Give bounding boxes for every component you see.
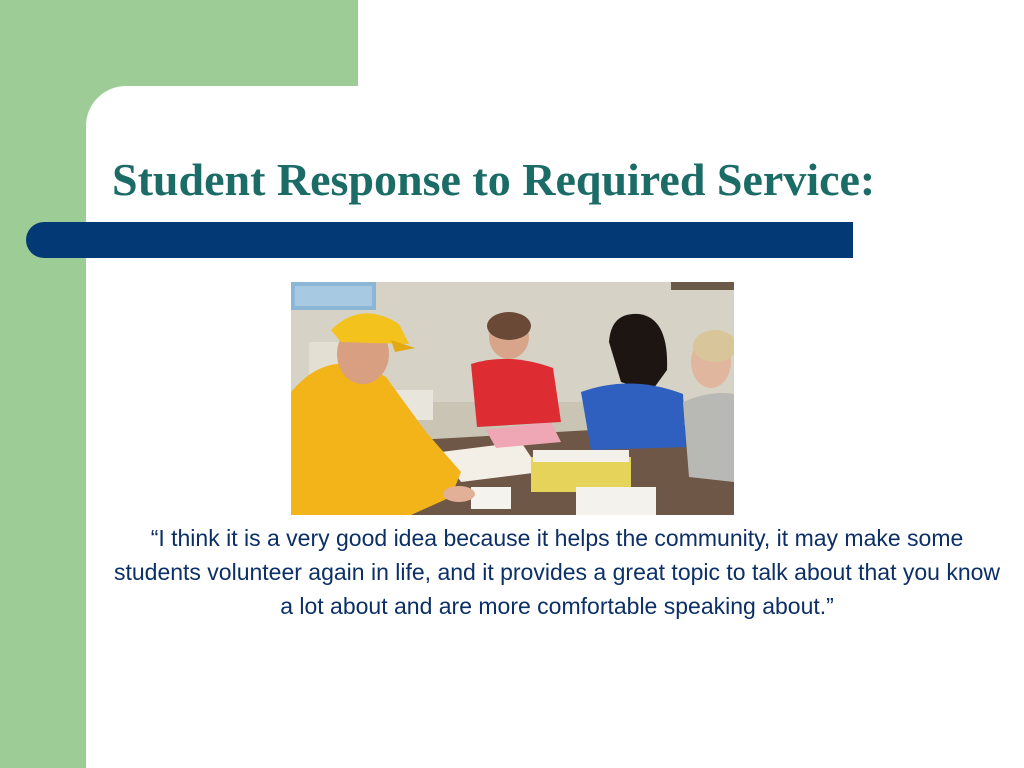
green-left-strip (0, 0, 86, 768)
slide-title: Student Response to Required Service: (112, 154, 876, 205)
title-underline-bar (26, 222, 853, 258)
students-working-photo (291, 282, 734, 515)
student-quote: “I think it is a very good idea because it helps the community, it may make some students volunteer again in life, and it provides a great topic to talk about that you know a lot about and are more comfortable speaking about.” (113, 525, 1001, 619)
